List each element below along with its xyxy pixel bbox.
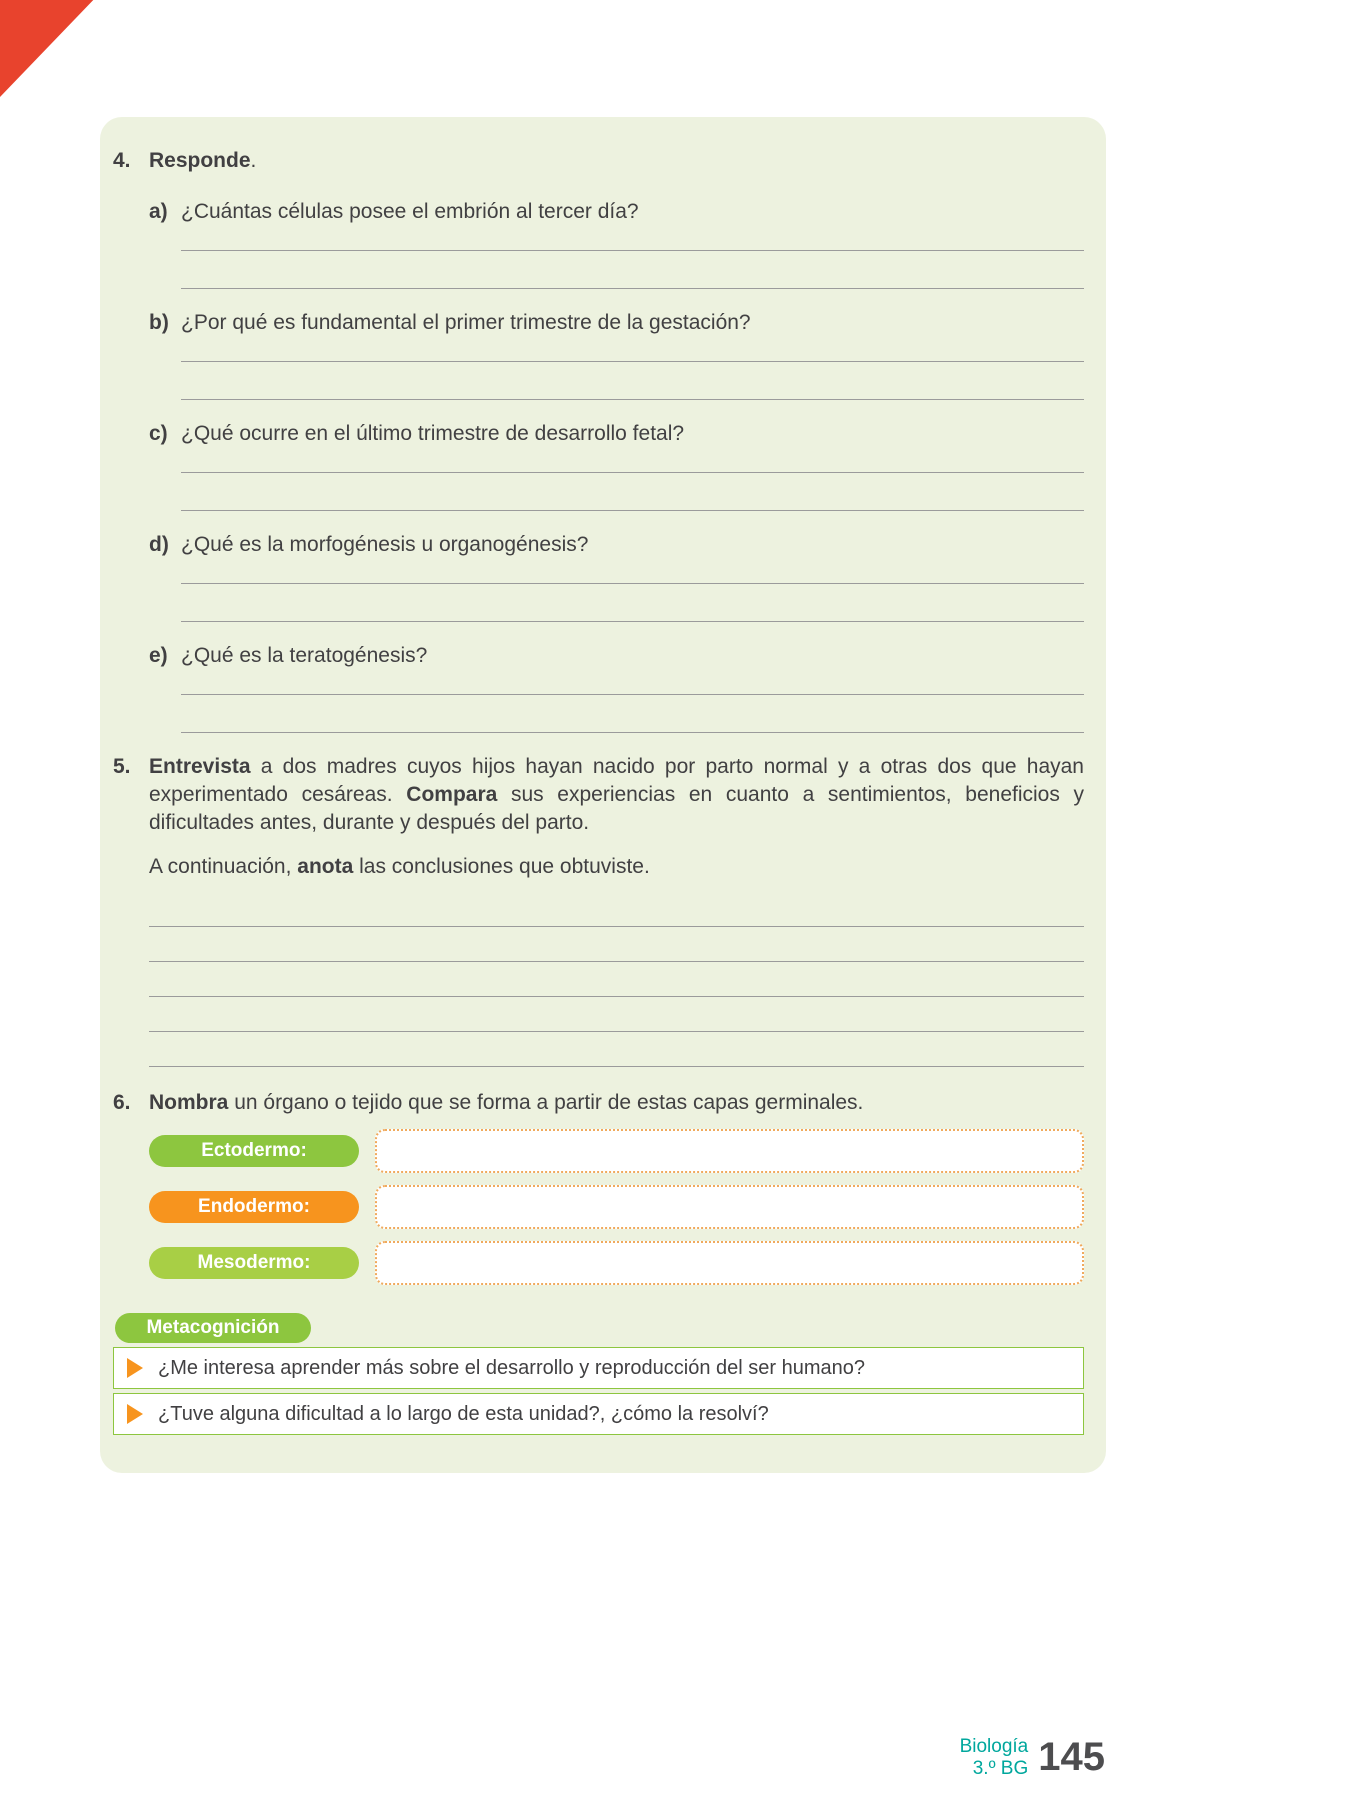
answer-line — [181, 362, 1084, 400]
exercise-5-content — [149, 753, 1084, 1067]
exercise-number: 4. — [113, 149, 131, 172]
exercise-5-instruction: A continuación, anota las conclusiones que obtuviste. — [149, 855, 650, 878]
germ-row-endoderm — [149, 1185, 1084, 1229]
question-item-e — [149, 642, 1084, 733]
question-item-b — [149, 309, 1084, 400]
question-row — [149, 309, 1084, 336]
answer-line — [181, 558, 1084, 584]
footer-page-number: 145 — [1038, 1735, 1105, 1779]
exercise-5 — [113, 753, 1084, 1067]
metacognition-row — [113, 1393, 1084, 1435]
page-footer — [960, 1735, 1105, 1780]
metacognition-section — [113, 1313, 1084, 1435]
answer-line — [181, 225, 1084, 251]
answer-line — [181, 695, 1084, 733]
answer-lines — [149, 901, 1084, 1067]
question-row — [149, 531, 1084, 558]
exercise-6 — [113, 1089, 1084, 1117]
answer-line — [181, 584, 1084, 622]
question-text: ¿Por qué es fundamental el primer trimestre de la gestación? — [181, 311, 751, 334]
answer-lines — [181, 558, 1084, 622]
footer-subject-name: Biología — [959, 1735, 1029, 1757]
answer-box-mesoderm — [375, 1241, 1084, 1285]
exercise-4-header — [113, 147, 1084, 174]
question-item-c — [149, 420, 1084, 511]
question-letter: c) — [149, 422, 168, 445]
bullet-triangle-icon — [127, 1358, 143, 1378]
question-item-d — [149, 531, 1084, 622]
answer-box-endoderm — [375, 1185, 1084, 1229]
label-pill-ectoderm: Ectodermo: — [149, 1135, 359, 1167]
question-row — [149, 642, 1084, 669]
answer-line — [181, 473, 1084, 511]
germ-layer-rows — [113, 1129, 1084, 1285]
answer-line — [181, 251, 1084, 289]
bullet-triangle-icon — [127, 1404, 143, 1424]
question-letter: e) — [149, 644, 168, 667]
answer-line — [149, 1032, 1084, 1067]
label-pill-mesoderm: Mesodermo: — [149, 1247, 359, 1279]
exercise-title: Responde. — [149, 149, 257, 172]
corner-decoration — [0, 0, 106, 97]
question-row — [149, 198, 1084, 225]
question-row — [149, 420, 1084, 447]
question-letter: d) — [149, 533, 169, 556]
metacognition-question: ¿Tuve alguna dificultad a lo largo de esta unidad?, ¿cómo la resolví? — [158, 1402, 769, 1425]
question-letter: a) — [149, 200, 168, 223]
exercise-number: 6. — [113, 1091, 131, 1114]
footer-subject — [960, 1736, 1029, 1780]
answer-line — [181, 447, 1084, 473]
answer-lines — [181, 336, 1084, 400]
question-text: ¿Qué ocurre en el último trimestre de desarrollo fetal? — [181, 422, 685, 445]
answer-lines — [181, 447, 1084, 511]
question-text: ¿Qué es la teratogénesis? — [181, 644, 428, 667]
answer-lines — [181, 669, 1084, 733]
metacognition-question: ¿Me interesa aprender más sobre el desarrollo y reproducción del ser humano? — [158, 1356, 866, 1379]
answer-box-ectoderm — [375, 1129, 1084, 1173]
answer-line — [149, 927, 1084, 962]
metacognition-row — [113, 1347, 1084, 1389]
answer-line — [149, 901, 1084, 927]
question-text: ¿Cuántas células posee el embrión al tercer día? — [181, 200, 639, 223]
germ-row-ectoderm — [149, 1129, 1084, 1173]
question-letter: b) — [149, 311, 169, 334]
exercise-6-content — [149, 1089, 1084, 1117]
answer-line — [181, 669, 1084, 695]
label-pill-endoderm: Endodermo: — [149, 1191, 359, 1223]
exercise-5-paragraph: Entrevista a dos madres cuyos hijos hayan nacido por parto normal y a otras dos que hayan experimentado cesáreas. Compara sus experiencias en cuanto a sentimientos, beneficios y dificultades antes, durante y después del parto. — [149, 755, 1084, 834]
footer-grade: 3.º BG — [972, 1757, 1029, 1779]
answer-line — [181, 336, 1084, 362]
germ-row-mesoderm — [149, 1241, 1084, 1285]
exercise-6-heading: Nombra un órgano o tejido que se forma a partir de estas capas germinales. — [149, 1091, 864, 1114]
worksheet-panel — [100, 117, 1106, 1473]
exercise-number: 5. — [113, 755, 131, 778]
metacognition-pill: Metacognición — [115, 1313, 311, 1343]
question-item-a — [149, 198, 1084, 289]
answer-line — [149, 997, 1084, 1032]
question-text: ¿Qué es la morfogénesis u organogénesis? — [181, 533, 589, 556]
answer-line — [149, 962, 1084, 997]
exercise-4 — [113, 147, 1084, 733]
answer-lines — [181, 225, 1084, 289]
